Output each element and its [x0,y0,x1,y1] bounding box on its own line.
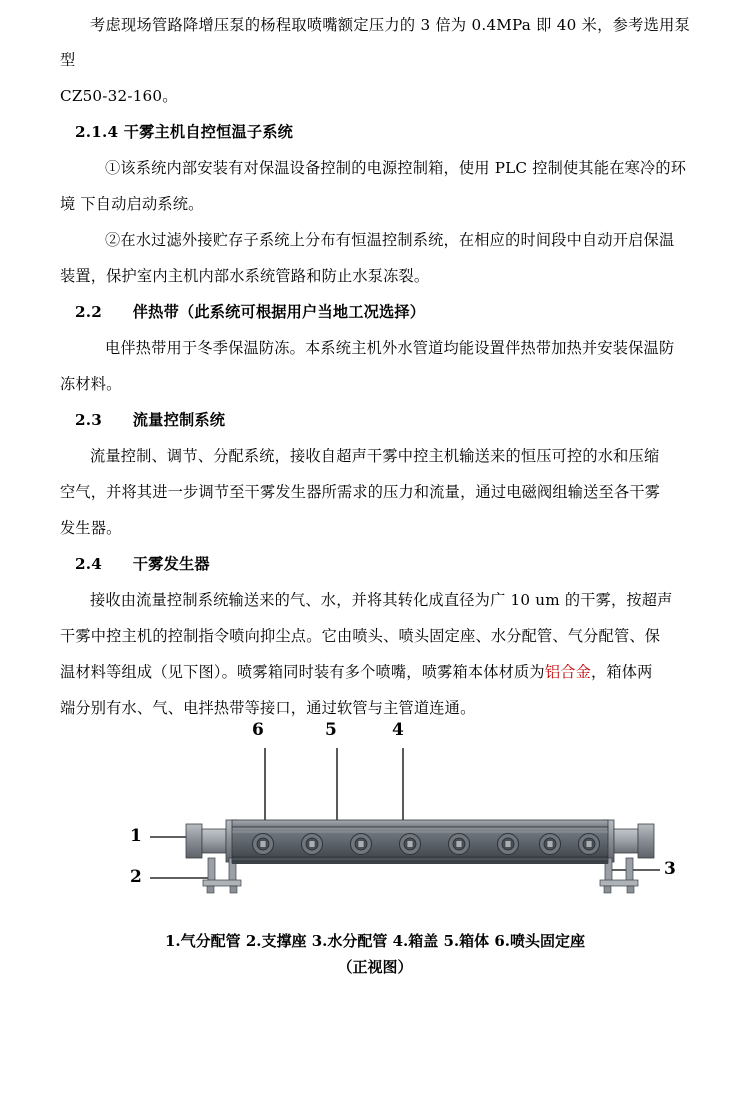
paragraph-6: ②在水过滤外接贮存子系统上分布有恒温控制系统，在相应的时间段中自动开启保温 [105,231,675,249]
figure-caption-line-1: 1.气分配管 2.支撑座 3.水分配管 4.箱盖 5.箱体 6.喷头固定座 [164,932,586,950]
heading-2-1-4: 2.1.4 干雾主机自控恒温子系统 [75,123,294,141]
paragraph-10: 冻材料。 [60,375,122,393]
paragraph-1: 考虑现场管路降增压泵的杨程取喷嘴额定压力的 3 倍为 0.4MPa 即 40 米，参考选用泵型 [60,16,690,69]
nozzle-holder [579,834,600,855]
nozzle-holder [351,834,372,855]
callout-1: 1 [130,826,142,846]
paragraph-16: 接收由流量控制系统输送来的气、水，并将其转化成直径为广 10 um 的干雾，按超声 [90,591,673,609]
paragraph-13: 空气，并将其进一步调节至干雾发生器所需求的压力和流量，通过电磁阀组输送至各干雾 [60,483,661,501]
paragraph-2: CZ50-32-160。 [60,87,178,105]
paragraph-12: 流量控制、调节、分配系统，接收自超声干雾中控主机输送来的恒压可控的水和压缩 [90,447,660,465]
paragraph-9: 电伴热带用于冬季保温防冻。本系统主机外水管道均能设置伴热带加热并安装保温防 [105,339,675,357]
callout-2: 2 [130,867,142,887]
callout-3: 3 [664,859,676,879]
paragraph-18-after: ，箱体两 [590,663,653,681]
paragraph-5: 境 下自动启动系统。 [60,195,204,213]
material-highlight: 铝合金 [544,663,591,681]
paragraph-7: 装置，保护室内主机内部水系统管路和防止水泵冻裂。 [60,267,430,285]
paragraph-17: 干雾中控主机的控制指令喷向抑尘点。它由喷头、喷头固定座、水分配管、气分配管、保 [60,627,661,645]
heading-2-4: 2.4 干雾发生器 [75,555,210,573]
nozzle-holder [302,834,323,855]
paragraph-4: ①该系统内部安装有对保温设备控制的电源控制箱，使用 PLC 控制使其能在寒冷的环 [105,159,687,177]
heading-2-2: 2.2 伴热带（此系统可根据用户当地工况选择） [75,303,426,321]
paragraph-18-before: 温材料等组成（见下图）。喷雾箱同时装有多个喷嘴，喷雾箱本体材质为 [60,663,545,681]
nozzle-holder [400,834,421,855]
figure-drawing [60,700,690,930]
paragraph-18-highlight [60,655,690,690]
heading-2-3: 2.3 流量控制系统 [75,411,226,429]
nozzle-holder [253,834,274,855]
document-body [60,8,690,727]
figure-spray-box [60,700,690,1000]
callout-4: 4 [392,720,404,740]
figure-caption [60,928,690,980]
callout-6: 6 [252,720,264,740]
paragraph-14: 发生器。 [60,519,122,537]
paragraph-19: 端分别有水、气、电拌热带等接口，通过软管与主管道连通。 [60,699,476,717]
nozzle-holder [498,834,519,855]
callout-5: 5 [325,720,337,740]
nozzle-holder [540,834,561,855]
nozzle-holder [449,834,470,855]
figure-caption-line-2: （正视图） [337,958,413,976]
